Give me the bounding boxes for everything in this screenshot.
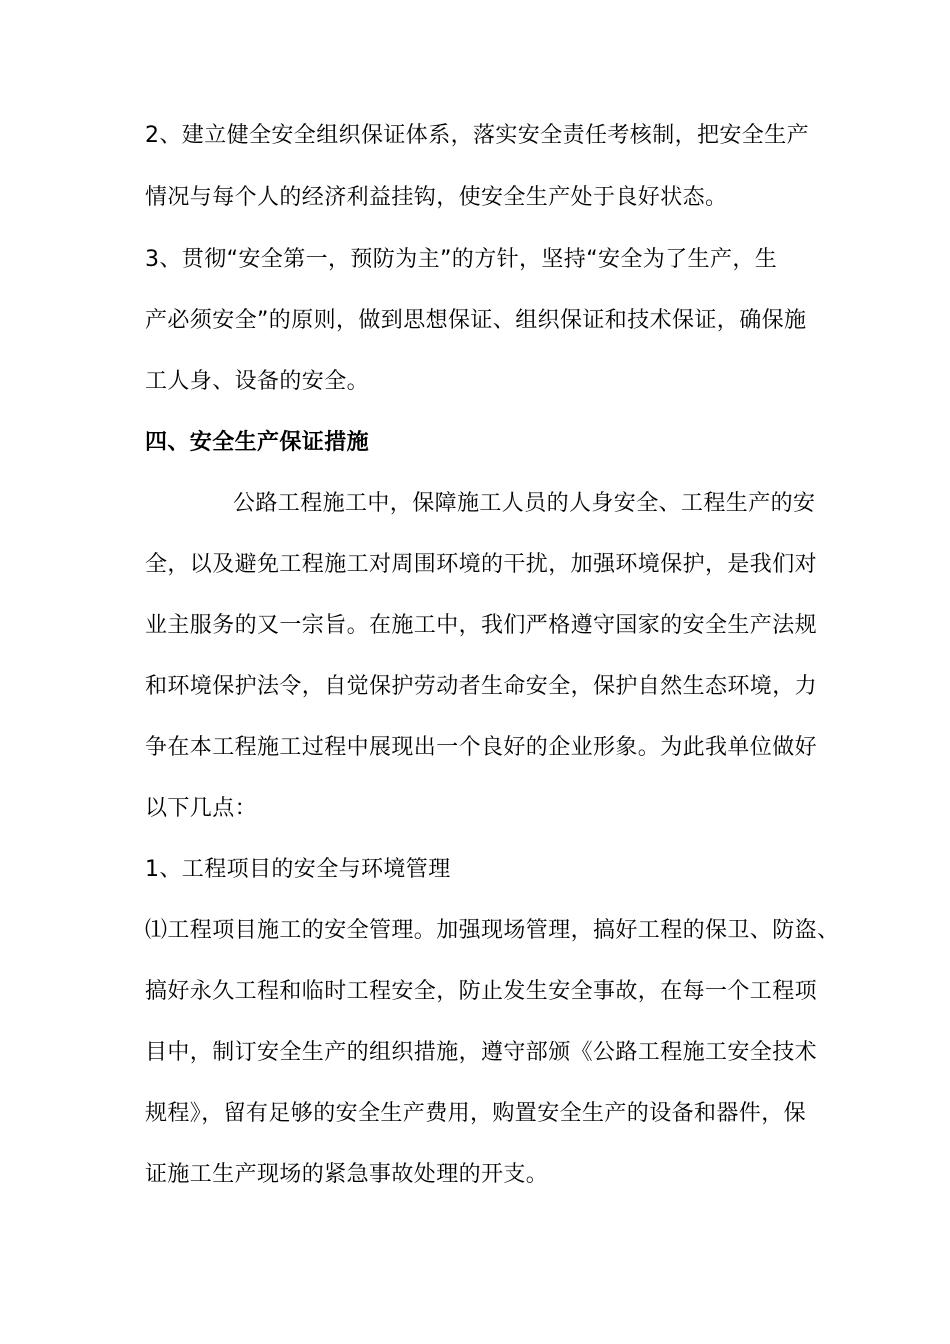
paragraph-line: 3、贯彻“安全第一，预防为主”的方针，坚持“安全为了生产，生 — [145, 247, 778, 272]
paragraph-line: 证施工生产现场的紧急事故处理的开支。 — [145, 1162, 549, 1187]
paragraph-line: 全，以及避免工程施工对周围环境的干扰，加强环境保护，是我们对 — [145, 552, 818, 577]
section-heading: 四、安全生产保证措施 — [145, 430, 370, 455]
paragraph-line: 目中，制订安全生产的组织措施，遵守部颁《公路工程施工安全技术 — [145, 1040, 818, 1065]
paragraph-line: 产必须安全”的原则，做到思想保证、组织保证和技术保证，确保施 — [145, 308, 807, 333]
paragraph-line: 以下几点： — [145, 796, 258, 821]
paragraph-line: 争在本工程施工过程中展现出一个良好的企业形象。为此我单位做好 — [145, 735, 818, 760]
paragraph-line: 工人身、设备的安全。 — [145, 369, 370, 394]
paragraph-line: 搞好永久工程和临时工程安全，防止发生安全事故，在每一个工程项 — [145, 979, 818, 1004]
paragraph-line: 规程》，留有足够的安全生产费用，购置安全生产的设备和器件，保 — [145, 1101, 807, 1126]
paragraph-line: 2、建立健全安全组织保证体系，落实安全责任考核制，把安全生产 — [145, 123, 809, 148]
paragraph-line: 业主服务的又一宗旨。在施工中，我们严格遵守国家的安全生产法规 — [145, 613, 818, 638]
paragraph-line: 公路工程施工中，保障施工人员的人身安全、工程生产的安 — [233, 491, 816, 516]
subsection-heading: 1、工程项目的安全与环境管理 — [145, 857, 451, 882]
paragraph-line: ⑴工程项目施工的安全管理。加强现场管理，搞好工程的保卫、防盗、 — [145, 918, 840, 943]
paragraph-line: 情况与每个人的经济利益挂钩，使安全生产处于良好状态。 — [145, 185, 728, 210]
paragraph-line: 和环境保护法令，自觉保护劳动者生命安全，保护自然生态环境，力 — [145, 674, 818, 699]
